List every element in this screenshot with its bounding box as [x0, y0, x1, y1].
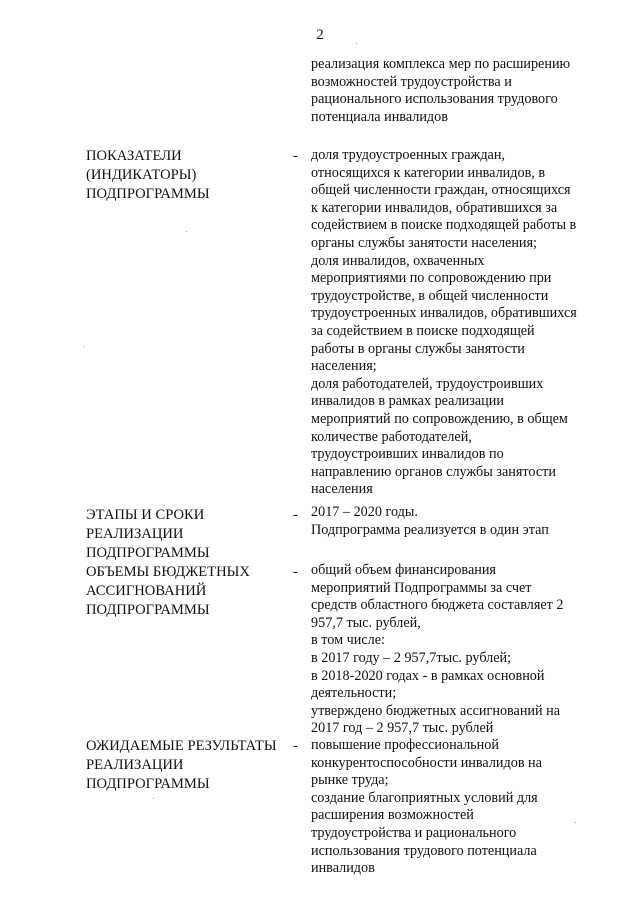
scan-speck [153, 798, 154, 799]
scan-speck [356, 43, 357, 44]
intro-paragraph: реализация комплекса мер по расширению возможностей трудоустройства и рационального использования трудового потенциала инвалидов [311, 56, 571, 125]
intro-text [311, 56, 571, 126]
section-stages-dash: - [293, 507, 298, 523]
section-indicators-content [311, 147, 579, 499]
section-indicators-dash: - [293, 148, 298, 164]
section-results-label: ОЖИДАЕМЫЕ РЕЗУЛЬТАТЫ РЕАЛИЗАЦИИ ПОДПРОГРАММЫ [86, 738, 277, 792]
section-stages-content [311, 504, 581, 539]
section-indicators-label: ПОКАЗАТЕЛИ (ИНДИКАТОРЫ) ПОДПРОГРАММЫ [86, 148, 210, 202]
scan-speck [84, 346, 85, 347]
section-stages-label: ЭТАПЫ И СРОКИ РЕАЛИЗАЦИИ ПОДПРОГРАММЫ [86, 507, 210, 561]
scan-speck [575, 822, 576, 823]
stages-paragraph: 2017 – 2020 годы. [311, 504, 418, 520]
indicator-paragraph: доля инвалидов, охваченных мероприятиями по сопровождению при трудоустройстве, в общей численности трудоустроенных инвалидов, обратившихся за содействием в поиске подходящей работы в органы службы занятости населения; [311, 252, 577, 375]
results-paragraph: создание благоприятных условий для расширения возможностей трудоустройства и рационального использования трудового потенциала инвалидов [311, 789, 538, 877]
section-results-dash: - [293, 738, 298, 754]
budget-paragraph: в 2017 году – 2 957,7тыс. рублей; [311, 649, 512, 666]
budget-paragraph: общий объем финансирования мероприятий Подпрограммы за счет средств областного бюджета составляет 2 957,7 тыс. рублей, [311, 562, 564, 631]
section-budget-label: ОБЪЕМЫ БЮДЖЕТНЫХ АССИГНОВАНИЙ ПОДПРОГРАММЫ [86, 564, 250, 618]
results-paragraph: повышение профессиональной конкурентоспособности инвалидов на рынке труда; [311, 737, 542, 789]
indicator-paragraph: доля работодателей, трудоустроивших инвалидов в рамках реализации мероприятий по сопровождению, в общем количестве работодателей, трудоустроивших инвалидов по направлению органов службы занятости населения [311, 375, 568, 498]
section-results-content [311, 737, 573, 878]
section-budget-content [311, 562, 569, 738]
stages-paragraph: Подпрограмма реализуется в один этап [311, 521, 549, 538]
budget-paragraph: утверждено бюджетных ассигнований на 2017 год – 2 957,7 тыс. рублей [311, 702, 561, 737]
budget-paragraph: в том числе: [311, 632, 385, 649]
page-number: 2 [316, 27, 324, 43]
section-budget-dash: - [293, 564, 298, 580]
indicator-paragraph: доля трудоустроенных граждан, относящихся к категории инвалидов, в общей численности граждан, относящихся к категории инвалидов, обратившихся за содействием в поиске подходящей работы в органы службы занятости населения; [311, 147, 577, 251]
budget-paragraph: в 2018-2020 годах - в рамках основной деятельности; [311, 667, 545, 702]
scan-speck [186, 231, 187, 232]
